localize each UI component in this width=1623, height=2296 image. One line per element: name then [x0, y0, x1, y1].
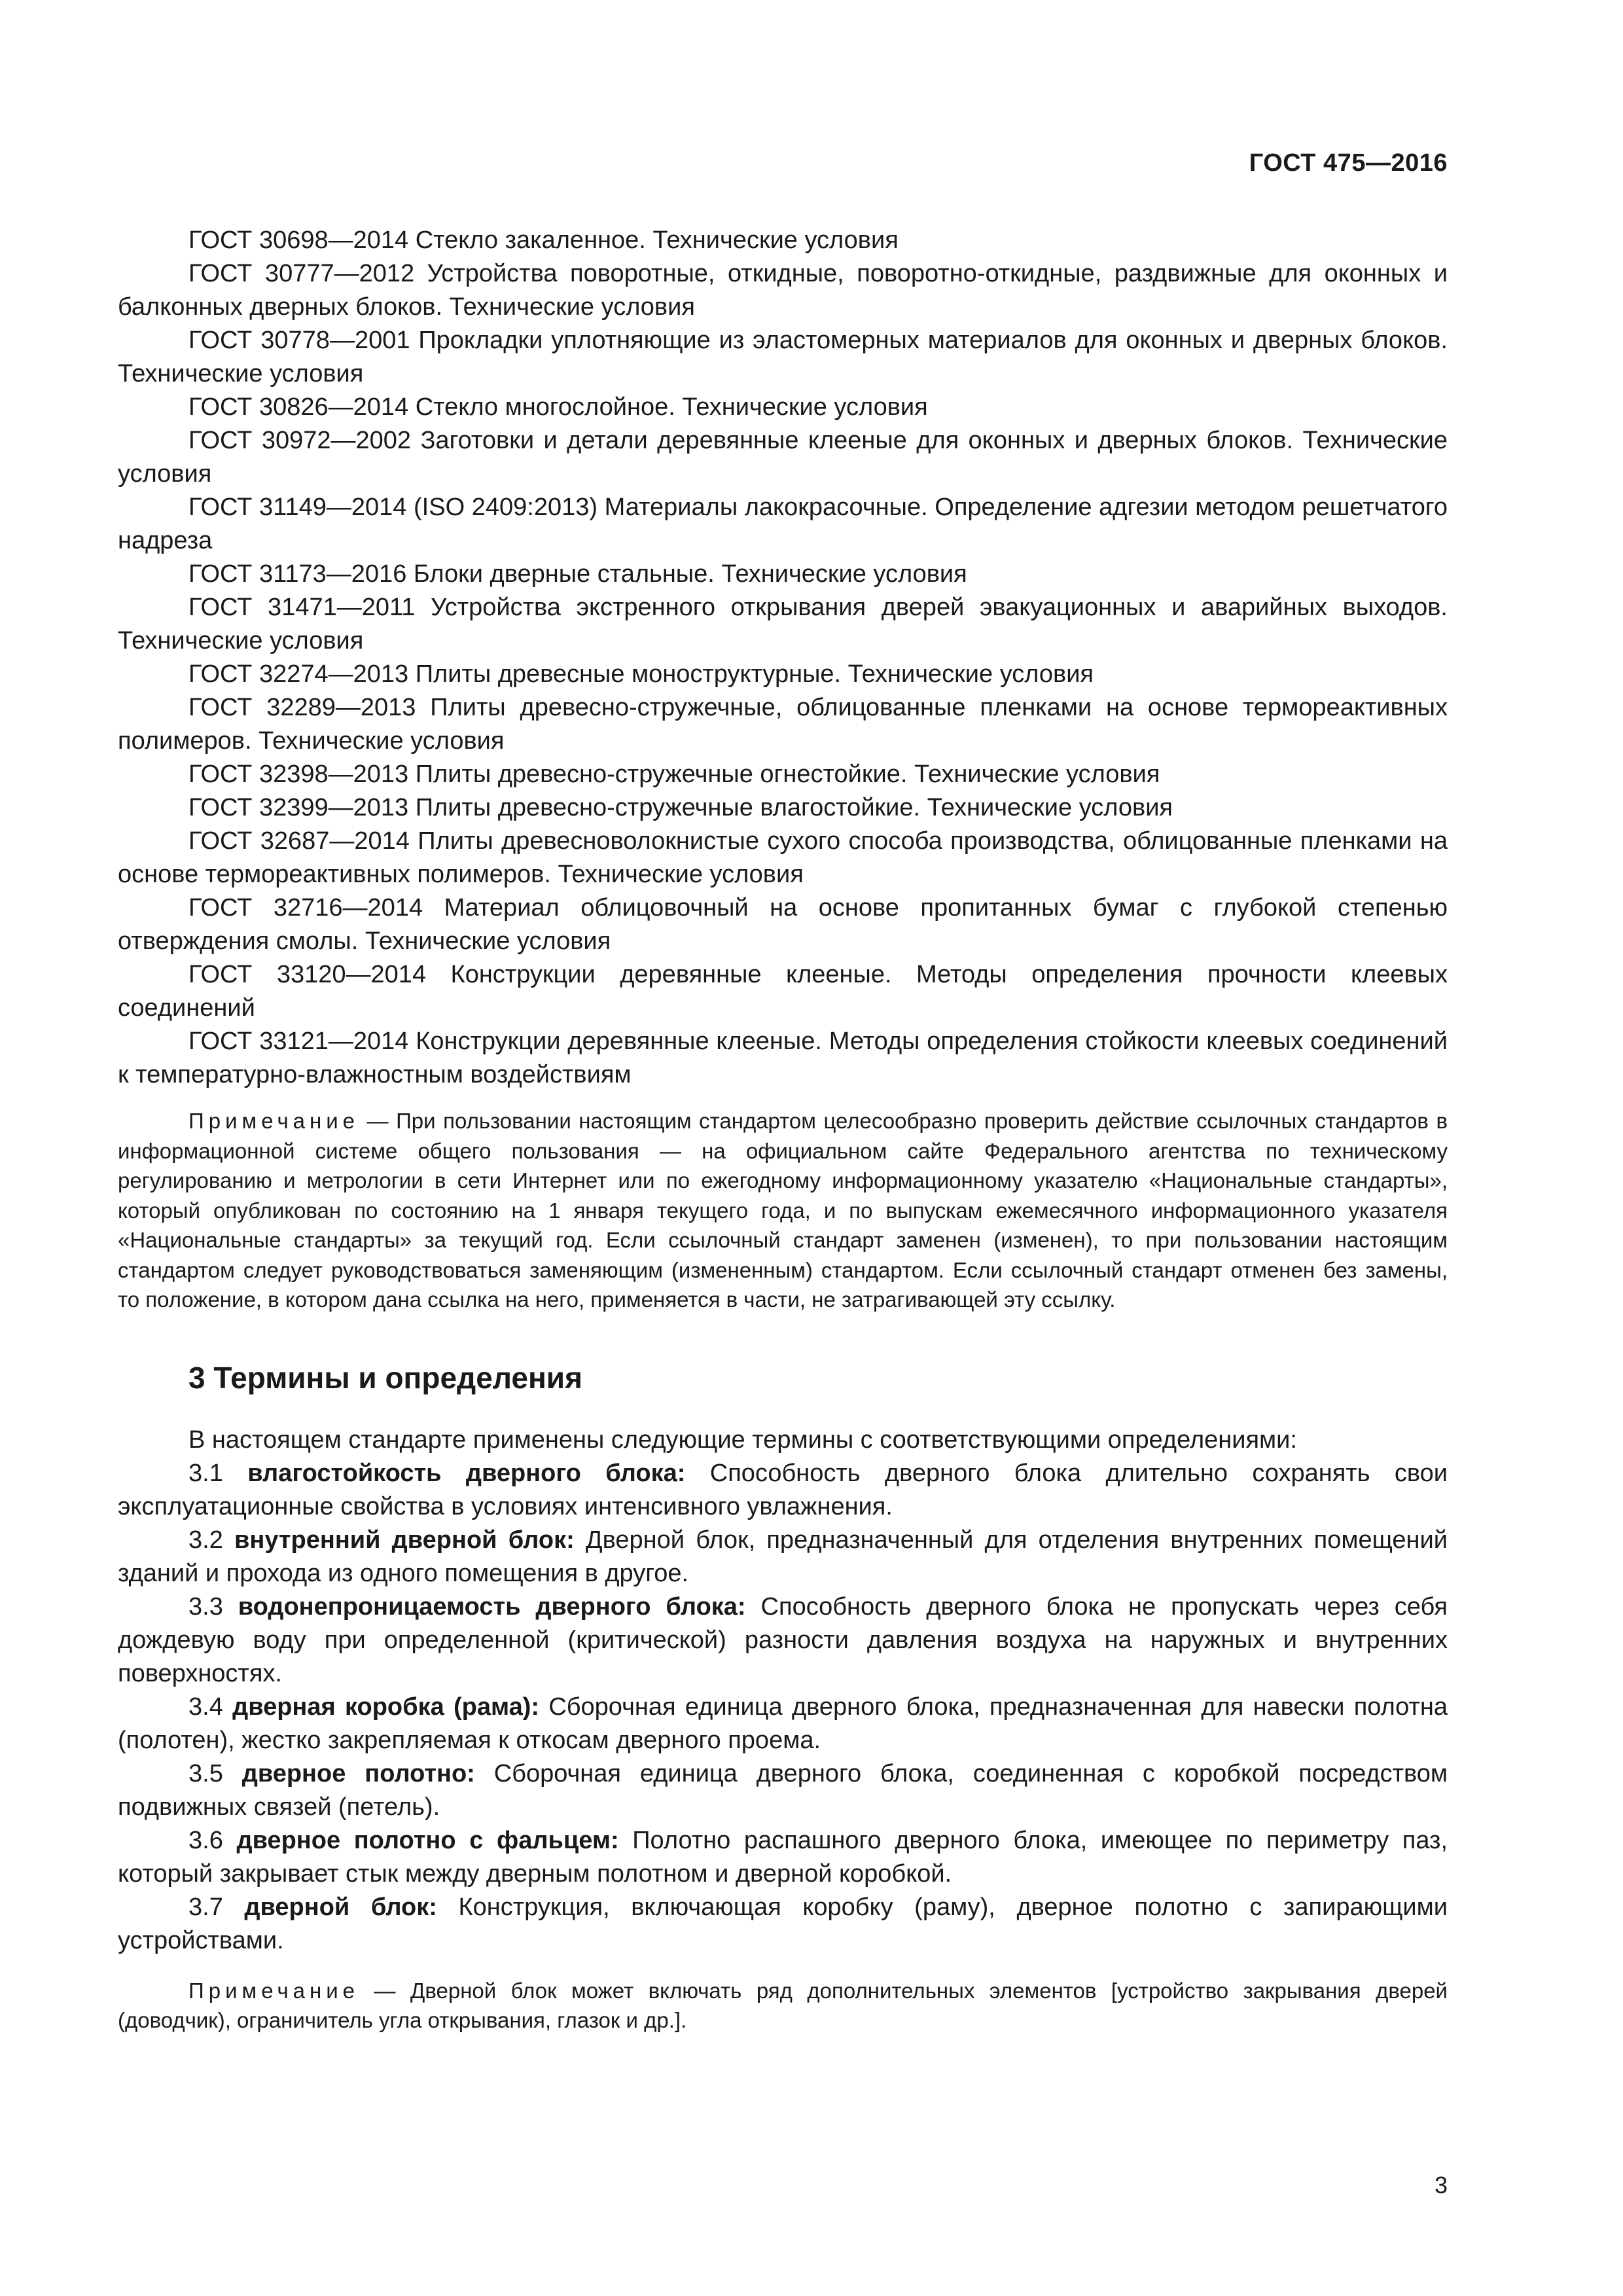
- section-intro: В настоящем стандарте применены следующие термины с соответствующими определениями:: [188, 1426, 1297, 1454]
- term-definition: [118, 1524, 1448, 1590]
- term-text: Сборочная единица дверного блока, соединенная с коробкой посредством подвижных связей (петель).: [118, 1759, 1448, 1821]
- page-number: 3: [1434, 2172, 1448, 2198]
- term-name: влагостойкость дверного блока:: [247, 1459, 686, 1487]
- reference-item: ГОСТ 30826—2014 Стекло многослойное. Технические условия: [188, 393, 928, 421]
- note-label: Примечание: [188, 1978, 360, 2003]
- reference-item: ГОСТ 30777—2012 Устройства поворотные, откидные, поворотно-откидные, раздвижные для оконных и балконных дверных блоков. Технические условия: [118, 260, 1448, 321]
- term-name: дверное полотно с фальцем:: [236, 1826, 619, 1854]
- term-text: Сборочная единица дверного блока, предназначенная для навески полотна (полотен), жестко закрепляемая к откосам дверного проема.: [118, 1693, 1448, 1754]
- term-number: 3.5: [188, 1759, 242, 1787]
- reference-item: ГОСТ 32399—2013 Плиты древесно-стружечные влагостойкие. Технические условия: [188, 794, 1173, 821]
- reference-item: ГОСТ 30698—2014 Стекло закаленное. Технические условия: [188, 226, 899, 254]
- reference-item: ГОСТ 31173—2016 Блоки дверные стальные. Технические условия: [188, 560, 967, 588]
- term-text: Способность дверного блока не пропускать через себя дождевую воду при определенной (критической) разности давления воздуха на наружных и внутренних поверхностях.: [118, 1592, 1448, 1687]
- note-text: — При пользовании настоящим стандартом целесообразно проверить действие ссылочных стандартов в информационной системе общего пользования — на официальном сайте Федерального агентства по техническому регулированию и метрологии в сети Интернет или по ежегодному информационному указателю «Национальные стандарты», который опубликован по состоянию на 1 января текущего года, и по выпускам ежемесячного информационного указателя «Национальные стандарты» за текущий год. Если ссылочный стандарт заменен (изменен), то при пользовании настоящим стандартом следует руководствоваться заменяющим (измененным) стандартом. Если ссылочный стандарт отменен без замены, то положение, в котором дана ссылка на него, применяется в части, не затрагивающей эту ссылку.: [118, 1109, 1448, 1312]
- reference-item: ГОСТ 30778—2001 Прокладки уплотняющие из эластомерных материалов для оконных и дверных блоков. Технические условия: [118, 327, 1448, 387]
- reference-item: ГОСТ 32398—2013 Плиты древесно-стружечные огнестойкие. Технические условия: [188, 761, 1160, 788]
- reference-item: ГОСТ 32289—2013 Плиты древесно-стружечные, облицованные пленками на основе термореактивных полимеров. Технические условия: [118, 694, 1448, 755]
- term-number: 3.1: [188, 1459, 248, 1487]
- term-name: водонепроницаемость дверного блока:: [238, 1592, 746, 1621]
- term-number: 3.6: [188, 1826, 237, 1854]
- term-number: 3.7: [188, 1893, 245, 1921]
- term-definition: [118, 1757, 1448, 1824]
- references-list: [118, 224, 1448, 1092]
- term-name: внутренний дверной блок:: [234, 1526, 575, 1554]
- note-text: — Дверной блок может включать ряд дополнительных элементов [устройство закрывания дверей (доводчик), ограничитель угла открывания, глазок и др.].: [118, 1978, 1448, 2032]
- reference-item: ГОСТ 31149—2014 (ISO 2409:2013) Материалы лакокрасочные. Определение адгезии методом решетчатого надреза: [118, 493, 1448, 554]
- term-text: Способность дверного блока длительно сохранять свои эксплуатационные свойства в условиях интенсивного увлажнения.: [118, 1459, 1448, 1520]
- terms-note: [118, 1976, 1448, 2036]
- term-number: 3.3: [188, 1592, 238, 1621]
- document-header: ГОСТ 475—2016: [1249, 149, 1448, 177]
- reference-item: ГОСТ 32687—2014 Плиты древесноволокнистые сухого способа производства, облицованные пленками на основе термореактивных полимеров. Технические условия: [118, 827, 1448, 888]
- term-text: Полотно распашного дверного блока, имеющее по периметру паз, который закрывает стык между дверным полотном и дверной коробкой.: [118, 1826, 1448, 1888]
- reference-item: ГОСТ 33120—2014 Конструкции деревянные клееные. Методы определения прочности клеевых соединений: [118, 961, 1448, 1022]
- reference-item: ГОСТ 32716—2014 Материал облицовочный на основе пропитанных бумаг с глубокой степенью отверждения смолы. Технические условия: [118, 894, 1448, 955]
- term-text: Конструкция, включающая коробку (раму), дверное полотно с запирающими устройствами.: [118, 1893, 1448, 1954]
- note-label: Примечание: [188, 1109, 360, 1133]
- term-definition: [118, 1824, 1448, 1891]
- term-name: дверное полотно:: [241, 1759, 475, 1787]
- term-definition: [118, 1457, 1448, 1524]
- reference-item: ГОСТ 31471—2011 Устройства экстренного открывания дверей эвакуационных и аварийных выходов. Технические условия: [118, 594, 1448, 655]
- term-text: Дверной блок, предназначенный для отделения внутренних помещений зданий и прохода из одного помещения в другое.: [118, 1526, 1448, 1587]
- reference-item: ГОСТ 30972—2002 Заготовки и детали деревянные клееные для оконных и дверных блоков. Технические условия: [118, 427, 1448, 488]
- term-number: 3.2: [188, 1526, 234, 1554]
- references-note: [118, 1106, 1448, 1315]
- term-number: 3.4: [188, 1693, 233, 1721]
- reference-item: ГОСТ 32274—2013 Плиты древесные моноструктурные. Технические условия: [188, 660, 1094, 688]
- reference-item: ГОСТ 33121—2014 Конструкции деревянные клееные. Методы определения стойкости клеевых соединений к температурно-влажностным воздействиям: [118, 1028, 1448, 1088]
- term-definition: [118, 1691, 1448, 1757]
- term-definition: [118, 1891, 1448, 1958]
- term-name: дверная коробка (рама):: [232, 1693, 540, 1721]
- document-content: [118, 224, 1448, 2036]
- term-name: дверной блок:: [244, 1893, 437, 1921]
- section-title: 3 Термины и определения: [188, 1360, 582, 1395]
- term-definition: [118, 1590, 1448, 1691]
